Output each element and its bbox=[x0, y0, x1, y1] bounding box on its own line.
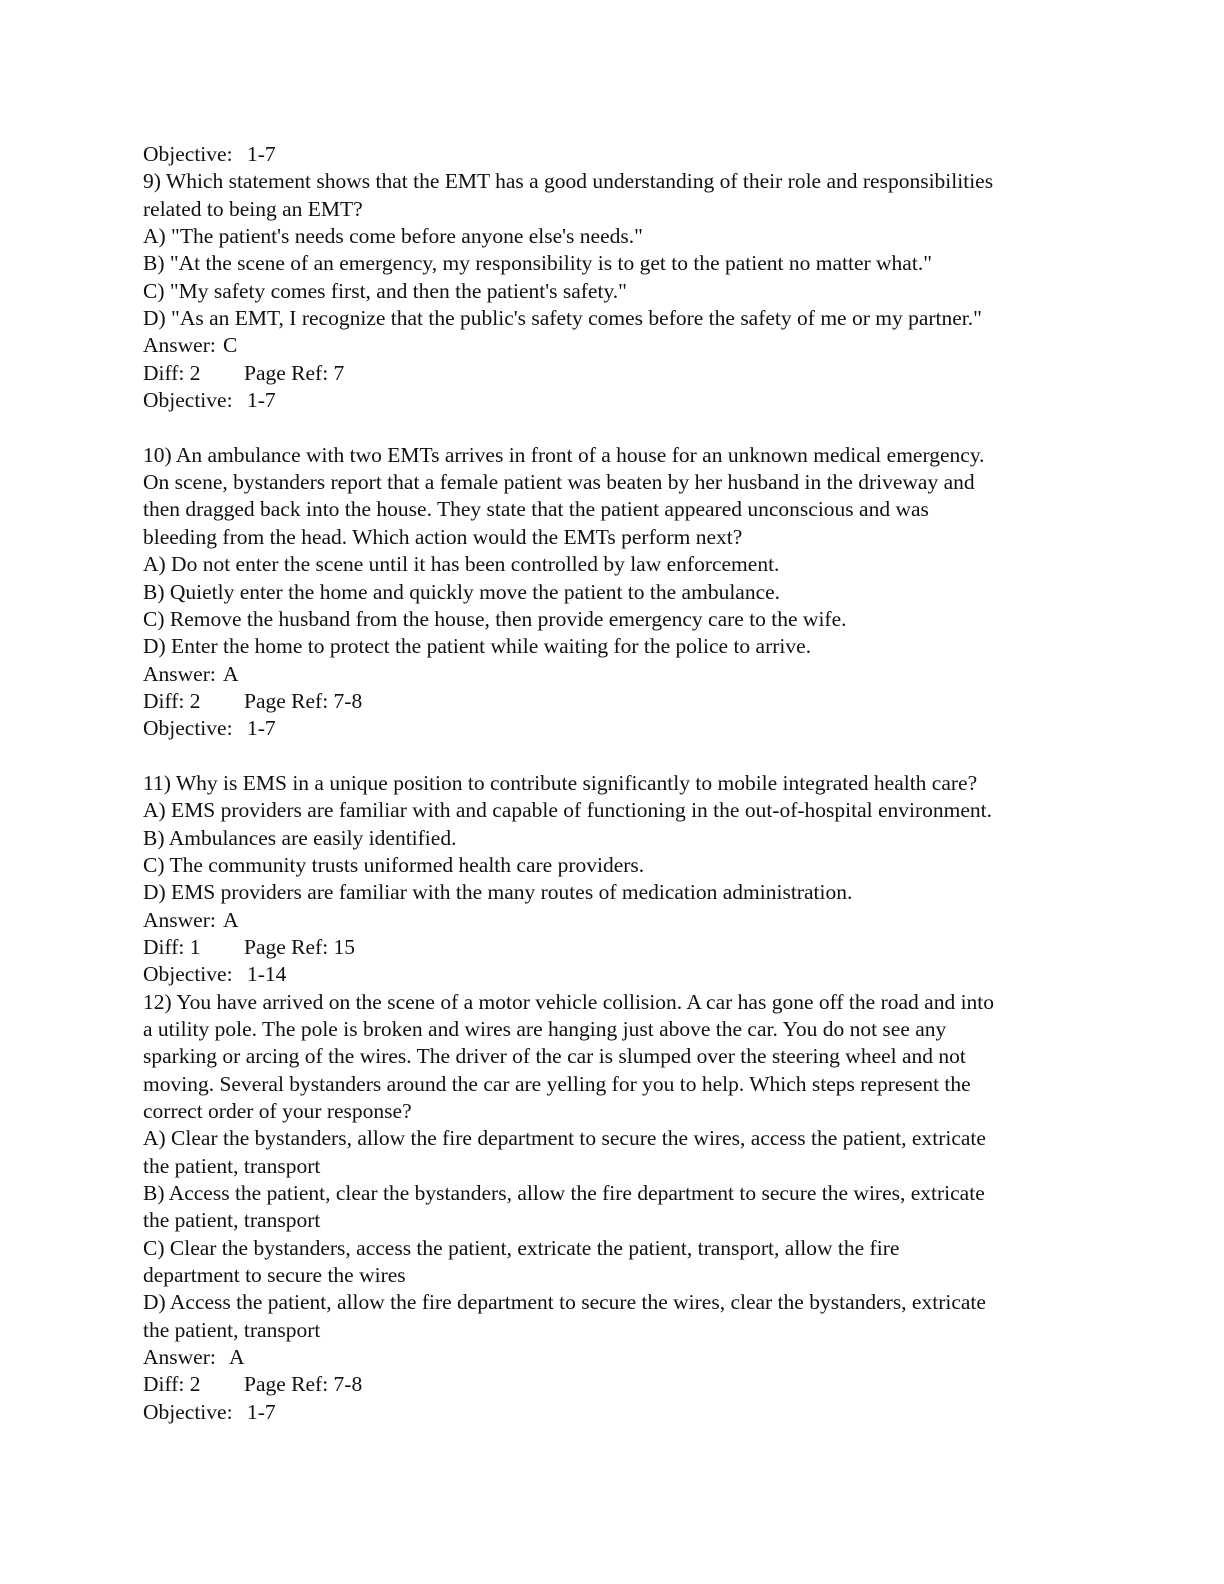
spacer bbox=[143, 743, 1083, 770]
option-d: D) EMS providers are familiar with the many routes of medication administration. bbox=[143, 880, 853, 905]
question-stem-line: correct order of your response? bbox=[143, 1099, 412, 1124]
objective-line bbox=[143, 715, 1083, 742]
option-b: B) Quietly enter the home and quickly move the patient to the ambulance. bbox=[143, 579, 781, 604]
answer-label: Answer: bbox=[143, 333, 216, 358]
diff-line bbox=[143, 688, 1083, 715]
question-stem-line: 11) Why is EMS in a unique position to contribute significantly to mobile integrated health care? bbox=[143, 770, 978, 795]
objective-value: 1-7 bbox=[247, 142, 276, 166]
question-stem-line: 9) Which statement shows that the EMT has a good understanding of their role and responsibilities bbox=[143, 169, 994, 194]
objective-label: Objective: bbox=[143, 962, 233, 987]
question-stem-line: a utility pole. The pole is broken and wires are hanging just above the car. You do not see any bbox=[143, 1017, 947, 1041]
page-ref: Page Ref: 7-8 bbox=[244, 1372, 363, 1397]
option-b: B) Access the patient, clear the bystanders, allow the fire department to secure the wires, extricate bbox=[143, 1181, 985, 1206]
question-stem-line: On scene, bystanders report that a female patient was beaten by her husband in the driveway and bbox=[143, 470, 975, 495]
option-b-continued: the patient, transport bbox=[143, 1208, 321, 1233]
objective-value: 1-7 bbox=[247, 388, 276, 413]
option-b: B) Ambulances are easily identified. bbox=[143, 825, 457, 850]
option-c: C) "My safety comes first, and then the patient's safety." bbox=[143, 278, 627, 303]
question-stem-line: 10) An ambulance with two EMTs arrives in front of a house for an unknown medical emergency. bbox=[143, 442, 985, 467]
objective-label: Objective: bbox=[143, 1399, 233, 1424]
objective-label: Objective: bbox=[143, 388, 233, 413]
answer-line bbox=[143, 661, 1083, 688]
option-a: A) Clear the bystanders, allow the fire department to secure the wires, access the patient, extricate bbox=[143, 1126, 986, 1151]
option-d: D) Enter the home to protect the patient while waiting for the police to arrive. bbox=[143, 634, 812, 659]
option-a: A) Do not enter the scene until it has been controlled by law enforcement. bbox=[143, 552, 780, 577]
objective-label: Objective: bbox=[143, 716, 233, 741]
question-stem-line: bleeding from the head. Which action would the EMTs perform next? bbox=[143, 524, 743, 549]
question-11 bbox=[143, 770, 1083, 989]
question-stem-line: then dragged back into the house. They state that the patient appeared unconscious and was bbox=[143, 497, 929, 522]
document-page bbox=[143, 141, 1083, 1426]
objective-value: 1-7 bbox=[247, 716, 276, 741]
option-a-continued: the patient, transport bbox=[143, 1153, 321, 1178]
answer-value: A bbox=[229, 1345, 245, 1370]
answer-label: Answer: bbox=[143, 907, 216, 932]
diff-line bbox=[143, 934, 1083, 961]
option-c-continued: department to secure the wires bbox=[143, 1263, 406, 1288]
answer-value: A bbox=[223, 907, 239, 932]
difficulty: Diff: 2 bbox=[143, 360, 201, 385]
option-b: B) "At the scene of an emergency, my responsibility is to get to the patient no matter what." bbox=[143, 251, 932, 276]
option-a: A) "The patient's needs come before anyone else's needs." bbox=[143, 224, 643, 249]
spacer bbox=[143, 414, 1083, 441]
option-d: D) Access the patient, allow the fire department to secure the wires, clear the bystanders, extricate bbox=[143, 1290, 986, 1315]
answer-value: A bbox=[223, 661, 239, 686]
option-c: C) Clear the bystanders, access the patient, extricate the patient, transport, allow the fire bbox=[143, 1235, 900, 1260]
answer-line bbox=[143, 1344, 1083, 1371]
objective-value: 1-14 bbox=[247, 962, 287, 987]
question-stem-line: sparking or arcing of the wires. The driver of the car is slumped over the steering wheel and not bbox=[143, 1044, 966, 1069]
objective-line bbox=[143, 387, 1083, 414]
diff-line bbox=[143, 360, 1083, 387]
question-12 bbox=[143, 989, 1083, 1427]
objective-line bbox=[143, 141, 1083, 168]
objective-label: Objective: bbox=[143, 142, 233, 166]
difficulty: Diff: 2 bbox=[143, 688, 201, 713]
option-d-continued: the patient, transport bbox=[143, 1317, 321, 1342]
objective-line bbox=[143, 1399, 1083, 1426]
option-c: C) Remove the husband from the house, then provide emergency care to the wife. bbox=[143, 606, 847, 631]
page-ref: Page Ref: 15 bbox=[244, 934, 356, 959]
page-ref: Page Ref: 7 bbox=[244, 360, 345, 385]
page-ref: Page Ref: 7-8 bbox=[244, 688, 363, 713]
answer-label: Answer: bbox=[143, 661, 216, 686]
question-9 bbox=[143, 168, 1083, 414]
option-a: A) EMS providers are familiar with and capable of functioning in the out-of-hospital environment. bbox=[143, 798, 993, 823]
objective-value: 1-7 bbox=[247, 1399, 276, 1424]
diff-line bbox=[143, 1371, 1083, 1398]
question-stem-line: moving. Several bystanders around the car are yelling for you to help. Which steps represent the bbox=[143, 1071, 971, 1096]
question-stem-line: related to being an EMT? bbox=[143, 196, 363, 221]
option-c: C) The community trusts uniformed health care providers. bbox=[143, 852, 645, 877]
answer-label: Answer: bbox=[143, 1345, 216, 1370]
difficulty: Diff: 1 bbox=[143, 934, 201, 959]
answer-line bbox=[143, 907, 1083, 934]
answer-line bbox=[143, 332, 1083, 359]
question-stem-line: 12) You have arrived on the scene of a motor vehicle collision. A car has gone off the road and into bbox=[143, 989, 995, 1014]
difficulty: Diff: 2 bbox=[143, 1372, 201, 1397]
option-d: D) "As an EMT, I recognize that the public's safety comes before the safety of me or my partner." bbox=[143, 306, 982, 331]
objective-line bbox=[143, 961, 1083, 988]
question-10 bbox=[143, 442, 1083, 743]
answer-value: C bbox=[223, 333, 238, 358]
